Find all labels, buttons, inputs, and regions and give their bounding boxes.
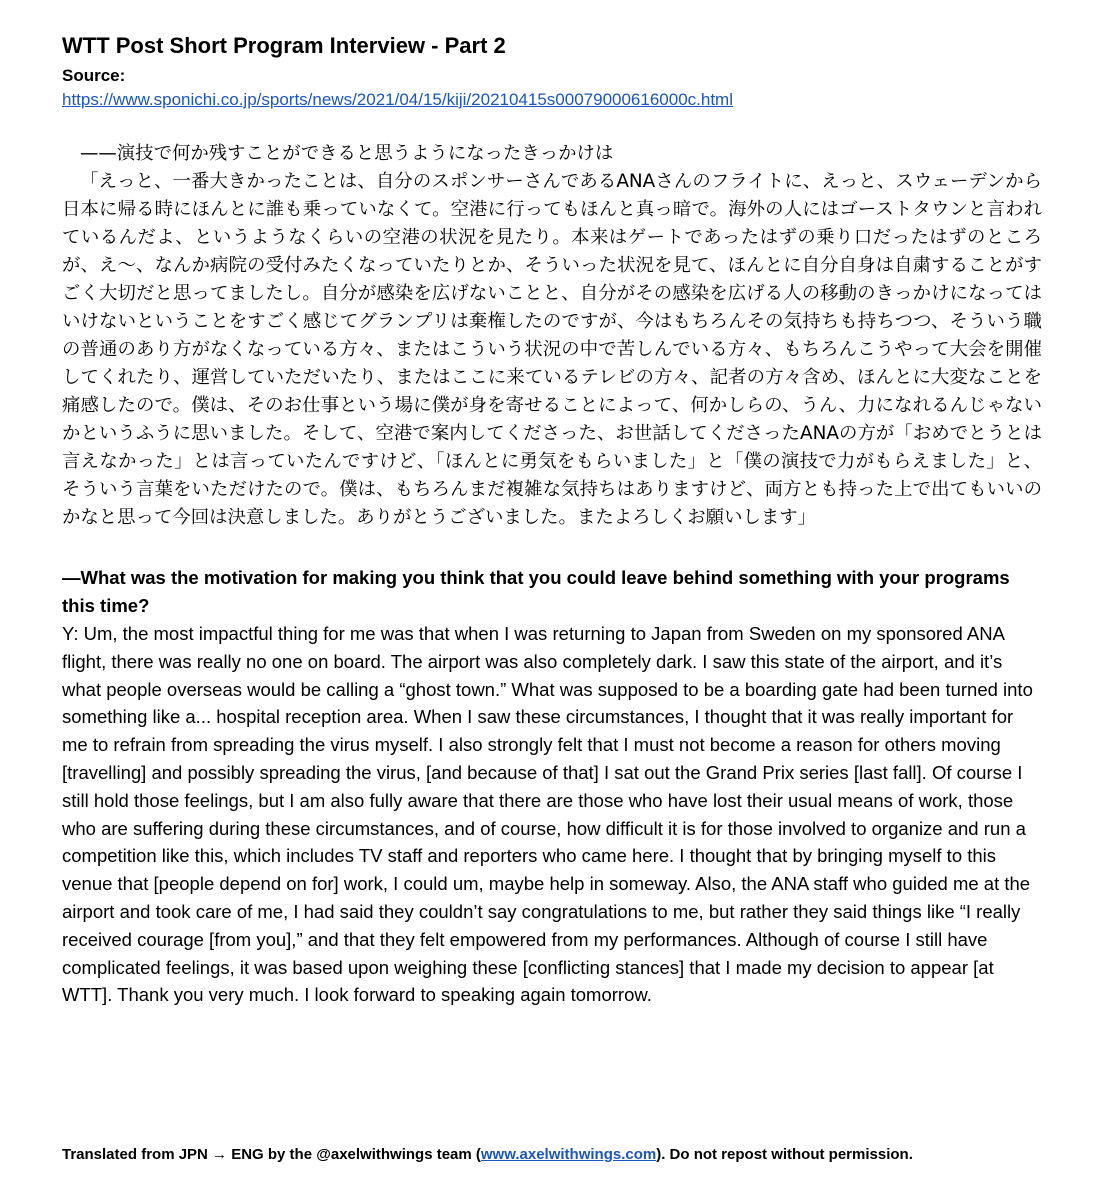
japanese-question: ——演技で何か残すことができると思うようになったきっかけは bbox=[80, 143, 614, 164]
footer-prefix: Translated from JPN → ENG by the @axelwithwings team ( bbox=[62, 1146, 481, 1163]
source-label: Source: bbox=[62, 66, 126, 85]
footer-link[interactable]: www.axelwithwings.com bbox=[480, 1146, 657, 1163]
document-page bbox=[62, 32, 1042, 1009]
source-link[interactable]: https://www.sponichi.co.jp/sports/news/2021/04/15/kiji/20210415s00079000616000c.html bbox=[62, 90, 733, 109]
document-title: WTT Post Short Program Interview - Part 2 bbox=[62, 33, 506, 58]
footer-credit bbox=[62, 1144, 913, 1166]
japanese-transcript bbox=[62, 140, 1042, 532]
english-answer: Y: Um, the most impactful thing for me was that when I was returning to Japan from Sweden on my sponsored ANA flight, there was really no one on board. The airport was also completely dark. I saw this state of the airport, and it’s what people overseas would be calling a “ghost town.” What was supposed to be a boarding gate had been turned into something like a... hospital reception area. When I saw these circumstances, I thought that it was really important for me to refrain from spreading the virus myself. I also strongly felt that I must not become a reason for others moving [travelling] and possibly spreading the virus, [and because of that] I sat out the Grand Prix series [last fall]. Of course I still hold those feelings, but I am also fully aware that there are those who have lost their usual means of work, those who are suffering during these circumstances, and of course, how difficult it is for those involved to organize and run a competition like this, which includes TV staff and reporters who came here. I thought that by bringing myself to this venue that [people depend on for] work, I could um, maybe help in someway. Also, the ANA staff who guided me at the airport and took care of me, I had said they couldn’t say congratulations to me, but rather they said things like “I really received courage [from you],” and that they felt empowered from my performances. Although of course I still have complicated feelings, it was based upon weighing these [conflicting stances] that I made my decision to appear [at WTT]. Thank you very much. I look forward to speaking again tomorrow. bbox=[62, 623, 1033, 1006]
footer-suffix: ). Do not repost without permission. bbox=[656, 1146, 913, 1163]
english-question: —What was the motivation for making you think that you could leave behind something with your programs this time? bbox=[62, 567, 1010, 616]
japanese-answer: 「えっと、一番大きかったことは、自分のスポンサーさんであるANAさんのフライトに、えっと、スウェーデンから日本に帰る時にほんとに誰も乗っていなくて。空港に行ってもほんと真っ暗で。海外の人にはゴーストタウンと言われているんだよ、というようなくらいの空港の状況を見たり。本来はゲートであったはずの乗り口だったはずのところが、え〜、なんか病院の受付みたくなっていたりとか、そういった状況を見て、ほんとに自分自身は自粛することがすごく大切だと思ってましたし。自分が感染を広げないことと、自分がその感染を広げる人の移動のきっかけになってはいけないということをすごく感じてグランプリは棄権したのですが、今はもちろんその気持ちも持ちつつ、そういう職の普通のあり方がなくなっている方々、またはこういう状況の中で苦しんでいる方々、もちろんこうやって大会を開催してくれたり、運営していただいたり、またはここに来ているテレビの方々、記者の方々含め、ほんとに大変なことを痛感したので。僕は、そのお仕事という場に僕が身を寄せることによって、何かしらの、うん、力になれるんじゃないかというふうに思いました。そして、空港で案内してくださった、お世話してくださったANAの方が「おめでとうとは言えなかった」とは言っていたんですけど、「ほんとに勇気をもらいました」と「僕の演技で力がもらえました」と、そういう言葉をいただけたので。僕は、もちろんまだ複雑な気持ちはありますけど、両方とも持った上で出てもいいのかなと思って今回は決意しました。ありがとうございました。またよろしくお願いします」 bbox=[62, 171, 1042, 528]
